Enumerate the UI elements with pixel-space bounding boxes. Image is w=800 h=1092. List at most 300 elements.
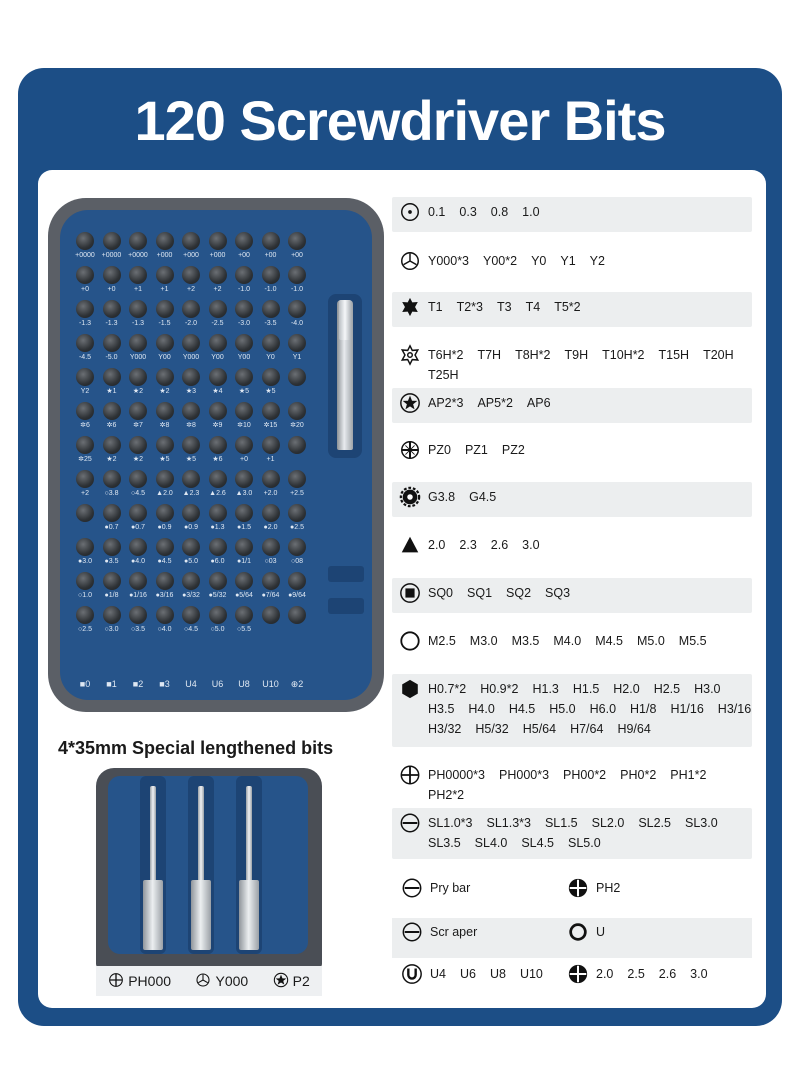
bit-socket bbox=[103, 300, 121, 318]
bit-size: 1.0 bbox=[522, 205, 540, 219]
bit-socket bbox=[182, 538, 200, 556]
bit-label: ○4.5 bbox=[131, 490, 145, 497]
bit-socket bbox=[182, 436, 200, 454]
bit-size: H9/64 bbox=[617, 722, 651, 736]
bit-label: Y000 bbox=[129, 354, 147, 361]
bit-socket bbox=[262, 504, 280, 522]
bit-label: Y1 bbox=[292, 354, 302, 361]
bit-type-row bbox=[392, 578, 752, 613]
bit-socket bbox=[182, 300, 200, 318]
bit-size: SQ2 bbox=[506, 586, 532, 600]
bit-label: ●0.9 bbox=[184, 524, 198, 531]
bit-size: H3/16 bbox=[717, 702, 752, 716]
pentalobe-star-icon bbox=[398, 391, 422, 415]
bit-label: ○4.5 bbox=[184, 626, 198, 633]
bit-size: H2.5 bbox=[653, 682, 681, 696]
bit-label: +00 bbox=[264, 252, 277, 259]
bit-size: H5/64 bbox=[522, 722, 557, 736]
bit-size: Y000*3 bbox=[428, 254, 470, 268]
bit-holder-tip bbox=[339, 300, 351, 340]
bit-size: PZ0 bbox=[428, 443, 451, 457]
bit-size: T7H bbox=[477, 348, 502, 362]
bit-type-row bbox=[392, 760, 752, 802]
bit-type-row bbox=[392, 482, 752, 517]
bit-size: G3.8 bbox=[428, 490, 456, 504]
bit-size: T25H bbox=[428, 368, 459, 382]
bit-label: ○5.0 bbox=[210, 626, 225, 633]
bit-label: -3.0 bbox=[237, 320, 251, 327]
bit-label: +0000 bbox=[101, 252, 122, 259]
bit-label: -2.5 bbox=[211, 320, 224, 327]
extra-bit-size: 2.0 bbox=[596, 967, 614, 981]
bit-label: Y000 bbox=[182, 354, 200, 361]
bit-label: +000 bbox=[209, 252, 226, 259]
bit-label: ●3.5 bbox=[104, 558, 119, 565]
lengthened-bits-labels bbox=[96, 966, 322, 996]
bit-socket bbox=[182, 504, 200, 522]
bit-size: H7/64 bbox=[570, 722, 604, 736]
bit-socket bbox=[209, 504, 227, 522]
bit-size: AP6 bbox=[526, 396, 551, 410]
bit-socket bbox=[262, 470, 280, 488]
lengthened-label bbox=[108, 972, 171, 991]
bit-socket bbox=[209, 572, 227, 590]
bit-label: Y0 bbox=[266, 354, 275, 361]
bit-size: H3/32 bbox=[428, 722, 462, 736]
bit-label: +0000 bbox=[128, 252, 148, 259]
bottom-bit-label: U6 bbox=[211, 679, 224, 689]
bit-size: 2.3 bbox=[459, 538, 477, 552]
bit-socket bbox=[76, 504, 94, 522]
bottom-bit-label: U4 bbox=[185, 679, 197, 689]
bit-label: +0000 bbox=[75, 252, 95, 259]
bit-label: ★4 bbox=[212, 388, 223, 395]
extra-bit bbox=[560, 962, 708, 986]
bit-label: Y2 bbox=[80, 388, 90, 395]
bit-label: +0 bbox=[81, 286, 89, 293]
bit-size: M5.0 bbox=[636, 634, 665, 648]
bit-socket bbox=[156, 436, 174, 454]
lengthened-label-text: PH000 bbox=[128, 973, 172, 989]
bit-label: ●0.9 bbox=[157, 524, 172, 531]
bit-socket bbox=[288, 504, 306, 522]
bit-size: SL1.5 bbox=[544, 816, 578, 830]
bit-label: -4.5 bbox=[78, 354, 92, 361]
bit-size: H2.0 bbox=[613, 682, 640, 696]
bit-socket bbox=[209, 470, 227, 488]
bit-label: ●5/64 bbox=[235, 592, 253, 599]
bit-size: Y1 bbox=[560, 254, 576, 268]
bit-size: H1.5 bbox=[572, 682, 600, 696]
bit-label: ●1/16 bbox=[129, 592, 147, 599]
bit-socket bbox=[76, 266, 94, 284]
u-shape-icon bbox=[400, 962, 424, 986]
bit-label: -1.0 bbox=[264, 286, 277, 293]
bit-socket bbox=[103, 266, 121, 284]
bit-socket bbox=[156, 504, 174, 522]
page-title: 120 Screwdriver Bits bbox=[134, 88, 666, 152]
bit-socket bbox=[76, 232, 94, 250]
bit-socket bbox=[76, 572, 94, 590]
bit-socket bbox=[262, 436, 280, 454]
bit-socket bbox=[129, 436, 147, 454]
bit-size: T1 bbox=[428, 300, 443, 314]
bit-label: ★2 bbox=[132, 388, 144, 395]
bit-label: ✲8 bbox=[159, 422, 170, 429]
bit-size: H1/16 bbox=[670, 702, 704, 716]
bit-socket bbox=[182, 334, 200, 352]
bit-socket bbox=[235, 572, 253, 590]
bit-label: ●4.0 bbox=[131, 558, 145, 565]
extra-bit-label: Pry bar bbox=[430, 881, 471, 895]
bit-size: T3 bbox=[497, 300, 512, 314]
bit-socket bbox=[288, 368, 306, 386]
bit-socket bbox=[103, 436, 121, 454]
bit-size: H0.7*2 bbox=[428, 682, 467, 696]
bit-label: +2.5 bbox=[290, 490, 304, 497]
bit-socket bbox=[288, 572, 306, 590]
bit-socket bbox=[103, 538, 121, 556]
bit-grid bbox=[72, 232, 318, 692]
bit-size: 0.3 bbox=[459, 205, 477, 219]
point-icon bbox=[398, 200, 422, 224]
bit-label: ✲25 bbox=[78, 456, 92, 463]
bit-label: ●2.0 bbox=[263, 524, 278, 531]
bit-socket bbox=[156, 300, 174, 318]
lengthened-label-text: Y000 bbox=[215, 973, 249, 989]
bit-sizes bbox=[428, 295, 581, 314]
bit-size: M3.0 bbox=[469, 634, 498, 648]
bit-socket bbox=[156, 538, 174, 556]
bit-label: +2 bbox=[187, 286, 195, 293]
extra-bit-size: 2.6 bbox=[658, 967, 677, 981]
bit-type-row bbox=[392, 292, 752, 327]
bit-label: ★2 bbox=[132, 456, 144, 463]
bit-label: ✲15 bbox=[263, 422, 278, 429]
bit-type-row bbox=[392, 435, 752, 472]
bit-socket bbox=[262, 572, 280, 590]
bit-socket bbox=[76, 606, 94, 624]
lengthened-bits-title: 4*35mm Special lengthened bits bbox=[58, 738, 334, 758]
bit-label: ●9/64 bbox=[288, 592, 306, 599]
bit-socket bbox=[103, 504, 121, 522]
bit-socket bbox=[235, 606, 253, 624]
bit-label: ★5 bbox=[265, 388, 276, 395]
bit-socket bbox=[129, 266, 147, 284]
bit-label: +2 bbox=[81, 490, 89, 497]
bit-size: M5.5 bbox=[678, 634, 707, 648]
bit-type-row bbox=[392, 246, 752, 283]
bit-label: +1 bbox=[266, 456, 275, 463]
bit-socket bbox=[103, 232, 121, 250]
bit-socket bbox=[262, 300, 280, 318]
bit-socket bbox=[288, 334, 306, 352]
extra-bit-size: 3.0 bbox=[690, 967, 708, 981]
bit-socket bbox=[262, 266, 280, 284]
pentalobe-star-icon bbox=[273, 972, 289, 991]
bit-socket bbox=[129, 300, 147, 318]
bit-label: ○2.5 bbox=[78, 626, 92, 633]
bit-type-row bbox=[392, 530, 752, 567]
bit-size: PH000*3 bbox=[499, 768, 550, 782]
bit-label: -2.0 bbox=[184, 320, 198, 327]
bit-socket bbox=[129, 538, 147, 556]
bit-socket bbox=[262, 232, 280, 250]
bit-socket bbox=[129, 504, 147, 522]
bit-label: ★5 bbox=[238, 388, 250, 395]
bit-socket bbox=[156, 232, 174, 250]
bit-size: H6.0 bbox=[589, 702, 617, 716]
hex-icon bbox=[398, 677, 422, 701]
extra-bit-label: PH2 bbox=[596, 881, 621, 895]
bit-size: H5.0 bbox=[549, 702, 576, 716]
bit-type-row bbox=[392, 808, 752, 859]
bit-socket bbox=[209, 436, 227, 454]
bit-size: SQ0 bbox=[428, 586, 454, 600]
bit-label: -1.0 bbox=[290, 286, 304, 293]
bit-label: +000 bbox=[156, 252, 173, 259]
bit-size: M2.5 bbox=[428, 634, 456, 648]
bit-label: ●4.5 bbox=[157, 558, 172, 565]
bit-label: ●1.5 bbox=[237, 524, 251, 531]
bit-label: +0 bbox=[240, 456, 248, 463]
bit-socket bbox=[182, 470, 200, 488]
bit-label: -5.0 bbox=[105, 354, 118, 361]
lengthened-label-text: P2 bbox=[292, 973, 310, 989]
bit-socket bbox=[288, 402, 306, 420]
bit-size: SL1.3*3 bbox=[486, 816, 531, 830]
extra-bit-values bbox=[430, 967, 543, 981]
bit-size: SL1.0*3 bbox=[428, 816, 473, 830]
bit-socket bbox=[129, 402, 147, 420]
bit-socket bbox=[103, 334, 121, 352]
bit-label: ▲2.3 bbox=[182, 490, 200, 497]
tri-wing-icon bbox=[195, 972, 211, 991]
bit-size: T20H bbox=[703, 348, 734, 362]
bit-socket bbox=[235, 436, 253, 454]
bit-label: +2.0 bbox=[263, 490, 278, 497]
torx-hollow-icon bbox=[398, 343, 422, 367]
bit-label: ●3/16 bbox=[155, 592, 174, 599]
bit-sizes bbox=[428, 533, 540, 552]
bit-socket bbox=[103, 606, 121, 624]
bit-socket bbox=[235, 402, 253, 420]
bit-socket bbox=[103, 402, 121, 420]
bit-label: ★5 bbox=[159, 456, 170, 463]
bit-size: T10H*2 bbox=[602, 348, 645, 362]
bit-socket bbox=[129, 368, 147, 386]
bit-size: PZ2 bbox=[501, 443, 525, 457]
bit-socket bbox=[156, 572, 174, 590]
bit-socket bbox=[156, 606, 174, 624]
bit-size: SL3.5 bbox=[428, 836, 461, 850]
bit-size: SQ1 bbox=[467, 586, 493, 600]
bit-size: M4.5 bbox=[595, 634, 623, 648]
bit-label: ●5.0 bbox=[184, 558, 198, 565]
bit-type-row bbox=[392, 388, 752, 423]
bit-size: SL4.5 bbox=[521, 836, 555, 850]
bit-label: ●7/64 bbox=[261, 592, 280, 599]
bottom-bit-label: ■2 bbox=[132, 679, 144, 689]
extra-bit bbox=[560, 876, 620, 900]
extra-bit bbox=[394, 876, 470, 900]
bit-sizes bbox=[428, 485, 496, 504]
bit-label: ★5 bbox=[185, 456, 197, 463]
bit-size: M4.0 bbox=[553, 634, 582, 648]
bit-size: 2.6 bbox=[490, 538, 509, 552]
bit-size: Y2 bbox=[589, 254, 605, 268]
bit-label: Y00 bbox=[158, 354, 171, 361]
bit-socket bbox=[235, 334, 253, 352]
case-slot-mark bbox=[328, 598, 364, 614]
bit-sizes bbox=[428, 629, 707, 648]
bit-socket bbox=[182, 606, 200, 624]
bit-label: +1 bbox=[134, 286, 142, 293]
bit-socket bbox=[209, 606, 227, 624]
bit-socket bbox=[76, 470, 94, 488]
bit-label: ★1 bbox=[106, 388, 117, 395]
bit-sizes bbox=[428, 581, 570, 600]
bit-socket bbox=[182, 232, 200, 250]
bit-size: SL4.0 bbox=[474, 836, 508, 850]
bit-label: ●1.3 bbox=[210, 524, 225, 531]
gear-icon bbox=[398, 485, 422, 509]
ring-icon bbox=[566, 920, 590, 944]
bit-socket bbox=[235, 232, 253, 250]
bit-label: -1.3 bbox=[131, 320, 145, 327]
bit-size: H4.0 bbox=[468, 702, 495, 716]
extra-bit-size: U6 bbox=[459, 967, 476, 981]
bit-label: ★2 bbox=[106, 456, 117, 463]
bit-label: Y00 bbox=[237, 354, 251, 361]
bit-size: T6H*2 bbox=[428, 348, 464, 362]
lengthened-label bbox=[195, 972, 248, 991]
triangle-icon bbox=[398, 533, 422, 557]
bit-type-row bbox=[392, 674, 752, 747]
bit-socket bbox=[76, 334, 94, 352]
bit-label: +000 bbox=[183, 252, 199, 259]
bit-socket bbox=[209, 266, 227, 284]
bit-label: ✲9 bbox=[212, 422, 223, 429]
bit-label: -1.5 bbox=[158, 320, 171, 327]
bit-label: ○3.5 bbox=[131, 626, 145, 633]
bit-size: SL2.5 bbox=[638, 816, 671, 830]
bit-size: 2.0 bbox=[428, 538, 446, 552]
long-bit-hex bbox=[239, 880, 259, 950]
bit-socket bbox=[156, 334, 174, 352]
bottom-bit-label: ■3 bbox=[159, 679, 170, 689]
bit-label: ●0.7 bbox=[131, 524, 145, 531]
bit-size: SL2.0 bbox=[591, 816, 625, 830]
bit-label: ○3.8 bbox=[104, 490, 119, 497]
bit-size: Y0 bbox=[531, 254, 547, 268]
bit-socket bbox=[156, 470, 174, 488]
bit-socket bbox=[262, 334, 280, 352]
bit-size: M3.5 bbox=[511, 634, 540, 648]
bit-size: T5*2 bbox=[554, 300, 581, 314]
bit-size: Y00*2 bbox=[483, 254, 518, 268]
bit-size: T8H*2 bbox=[515, 348, 551, 362]
phillips-icon bbox=[108, 972, 124, 991]
extra-bit-label: U bbox=[596, 925, 606, 939]
slotted-icon bbox=[400, 876, 424, 900]
bit-label: ○1.0 bbox=[78, 592, 92, 599]
bit-size: SL5.0 bbox=[568, 836, 601, 850]
bit-socket bbox=[129, 470, 147, 488]
bit-socket bbox=[103, 572, 121, 590]
bit-label: ●2.5 bbox=[290, 524, 304, 531]
bit-socket bbox=[76, 300, 94, 318]
bit-sizes bbox=[428, 343, 752, 382]
bit-socket bbox=[235, 300, 253, 318]
bit-socket bbox=[156, 402, 174, 420]
bit-size: AP2*3 bbox=[428, 396, 464, 410]
bit-socket bbox=[129, 334, 147, 352]
bit-size: H1/8 bbox=[630, 702, 657, 716]
bit-socket bbox=[262, 538, 280, 556]
bit-label: ○5.5 bbox=[237, 626, 251, 633]
bit-size: PH00*2 bbox=[563, 768, 607, 782]
bit-socket bbox=[156, 266, 174, 284]
extra-bit-values bbox=[596, 881, 620, 895]
bit-size: SL3.0 bbox=[684, 816, 718, 830]
bit-label: ✲8 bbox=[186, 422, 196, 429]
bit-label: ✲7 bbox=[133, 422, 143, 429]
bit-socket bbox=[288, 470, 306, 488]
bit-socket bbox=[262, 402, 280, 420]
bit-socket bbox=[76, 538, 94, 556]
bit-socket bbox=[103, 470, 121, 488]
bit-size: 0.1 bbox=[428, 205, 446, 219]
bit-size: PH1*2 bbox=[670, 768, 707, 782]
bit-socket bbox=[209, 300, 227, 318]
square-icon bbox=[398, 581, 422, 605]
bit-socket bbox=[209, 334, 227, 352]
bit-label: -1.3 bbox=[78, 320, 92, 327]
bit-socket bbox=[235, 470, 253, 488]
bit-label: +1 bbox=[160, 286, 169, 293]
bit-size: PZ1 bbox=[464, 443, 488, 457]
bit-sizes bbox=[428, 677, 752, 736]
bit-socket bbox=[209, 232, 227, 250]
pozidriv-icon bbox=[398, 438, 422, 462]
bit-socket bbox=[262, 368, 280, 386]
bit-size: H3.0 bbox=[694, 682, 721, 696]
bit-socket bbox=[235, 368, 253, 386]
extra-bit-values bbox=[596, 925, 605, 939]
bit-label: ●5/32 bbox=[208, 592, 227, 599]
bit-label: +2 bbox=[213, 286, 222, 293]
bit-sizes bbox=[428, 391, 551, 410]
bit-label: ▲3.0 bbox=[235, 490, 253, 497]
slotted-icon bbox=[400, 920, 424, 944]
bit-label: -3.5 bbox=[264, 320, 277, 327]
bit-label: ●0.7 bbox=[104, 524, 119, 531]
bit-socket bbox=[103, 368, 121, 386]
bit-socket bbox=[76, 368, 94, 386]
bit-sizes bbox=[428, 811, 752, 850]
bit-type-row bbox=[392, 340, 752, 382]
long-bit-hex bbox=[143, 880, 163, 950]
bit-size: T9H bbox=[564, 348, 589, 362]
bit-size: H4.5 bbox=[508, 702, 536, 716]
bit-label: ○4.0 bbox=[157, 626, 172, 633]
bit-sizes bbox=[428, 200, 540, 219]
bit-label: +00 bbox=[238, 252, 250, 259]
bottom-bit-label: ⊕2 bbox=[290, 679, 304, 689]
long-bit-hex bbox=[191, 880, 211, 950]
bit-socket bbox=[76, 402, 94, 420]
